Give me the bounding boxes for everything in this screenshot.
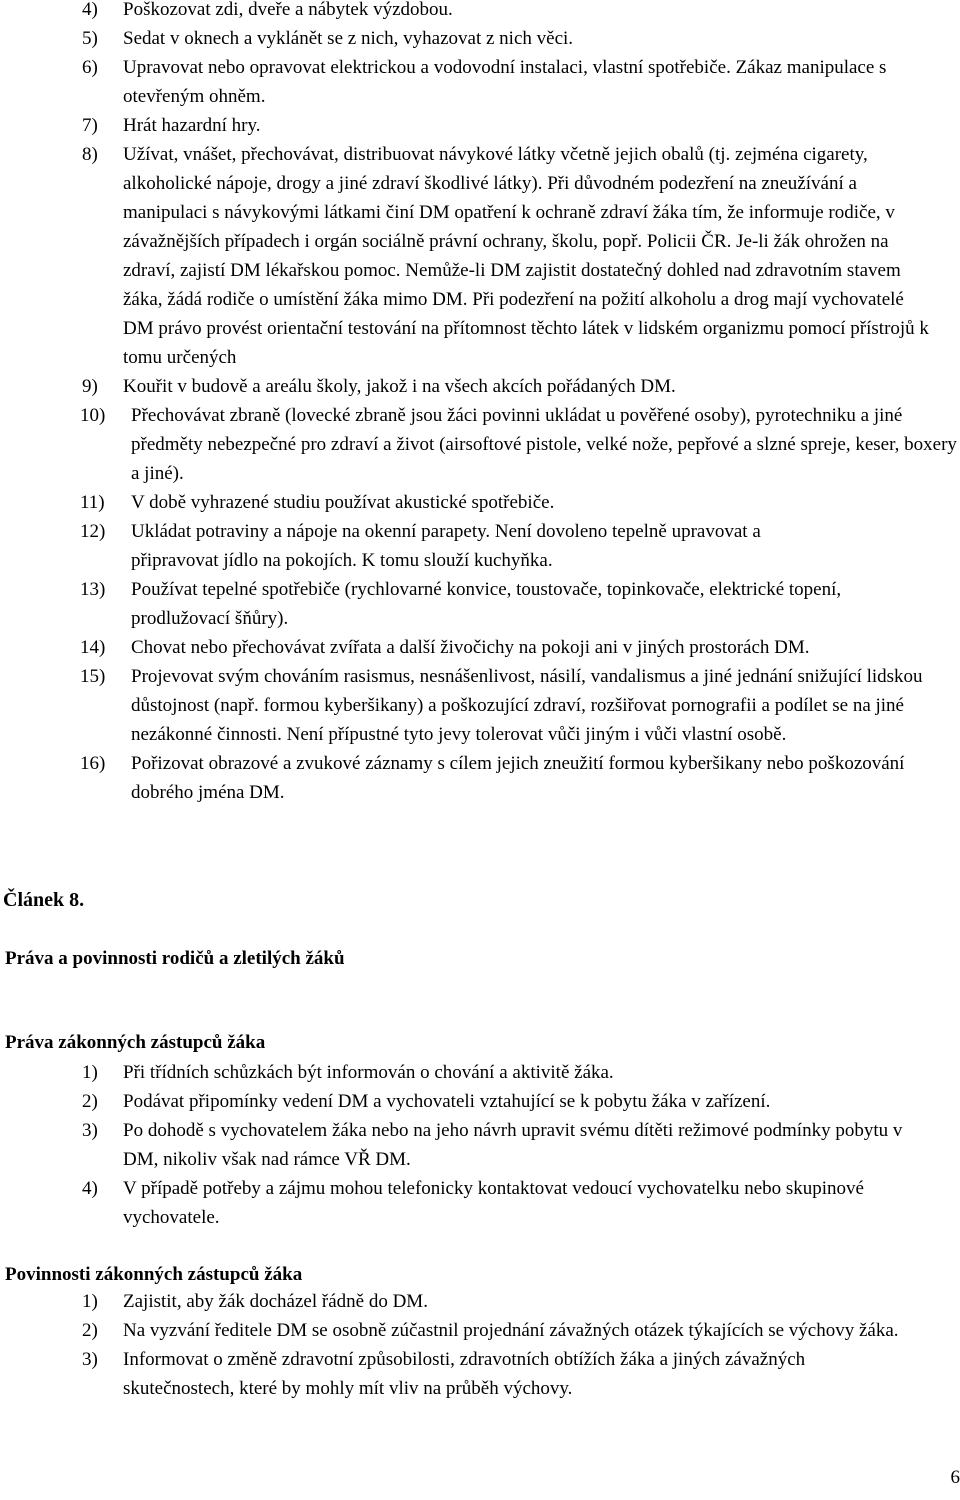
list-item-text: Přechovávat zbraně (lovecké zbraně jsou žáci povinni ukládat u pověřené osoby), pyrotechniku a jiné předměty nebezpečné pro zdraví a život (airsoftové pistole, velké nože, pepřové a slzné spreje, keser, boxery a jiné). — [131, 405, 957, 484]
rights-heading: Práva zákonných zástupců žáka — [5, 1032, 266, 1053]
list-item-text: Upravovat nebo opravovat elektrickou a vodovodní instalaci, vlastní spotřebiče. Zákaz manipulace s otevřeným ohněm. — [123, 57, 887, 107]
list-item-text: Poškozovat zdi, dveře a nábytek výzdobou. — [123, 0, 453, 20]
list-item-number: 1) — [82, 1062, 98, 1083]
list-item-text: V době vyhrazené studiu používat akustické spotřebiče. — [131, 492, 555, 513]
list-item — [0, 1058, 960, 1087]
list-item — [0, 1316, 960, 1345]
list-item — [0, 1345, 960, 1403]
list-item-text: Užívat, vnášet, přechovávat, distribuovat návykové látky včetně jejich obalů (tj. zejména cigarety, alkoholické nápoje, drogy a jiné zdraví škodlivé látky). Při důvodném podezření na zneužívání a manipulaci s návykovými látkami činí DM opatření k ochraně zdraví žáka tím, že informuje rodiče, v závažnějších případech i orgán sociálně právní ochrany, školu, popř. Policii ČR. Je-li žák ohrožen na zdraví, zajistí DM lékařskou pomoc. Nemůže-li DM zajistit dostatečný dohled nad zdravotním stavem žáka, žádá rodiče o umístění žáka mimo DM. Při podezření na požití alkoholu a drog mají vychovatelé DM právo provést orientační testování na přítomnost těchto látek v lidském organizmu pomocí přístrojů k tomu určených — [123, 144, 929, 368]
list-item-number: 2) — [82, 1091, 98, 1112]
list-item-text: Kouřit v budově a areálu školy, jakož i na všech akcích pořádaných DM. — [123, 376, 676, 397]
list-item-text: Hrát hazardní hry. — [123, 115, 261, 136]
list-item — [0, 749, 960, 807]
section-title: Práva a povinnosti rodičů a zletilých žáků — [5, 948, 345, 969]
list-item-number: 13) — [80, 579, 106, 600]
list-item-number: 2) — [82, 1320, 98, 1341]
list-item-text: Po dohodě s vychovatelem žáka nebo na jeho návrh upravit svému dítěti režimové podmínky pobytu v DM, nikoliv však nad rámce VŘ DM. — [123, 1120, 903, 1170]
list-item-number: 16) — [80, 753, 106, 774]
list-item — [0, 1174, 960, 1232]
list-item — [0, 111, 960, 140]
list-item-number: 4) — [82, 0, 98, 20]
list-item-text: Na vyzvání ředitele DM se osobně zúčastnil projednání závažných otázek týkajících se výchovy žáka. — [123, 1320, 899, 1341]
list-item — [0, 372, 960, 401]
list-item-text: Používat tepelné spotřebiče (rychlovarné konvice, toustovače, topinkovače, elektrické topení, prodlužovací šňůry). — [131, 579, 842, 629]
list-item-number: 8) — [82, 144, 98, 165]
list-item-text: V případě potřeby a zájmu mohou telefonicky kontaktovat vedoucí vychovatelku nebo skupinové vychovatele. — [123, 1178, 864, 1228]
rights-list — [0, 1058, 960, 1232]
list-item-number: 6) — [82, 57, 98, 78]
list-item-text: Informovat o změně zdravotní způsobilosti, zdravotních obtížích žáka a jiných závažných skutečnostech, které by mohly mít vliv na průběh výchovy. — [123, 1349, 806, 1399]
list-item-text: Při třídních schůzkách být informován o chování a aktivitě žáka. — [123, 1062, 614, 1083]
list-item — [0, 633, 960, 662]
duties-list — [0, 1287, 960, 1403]
list-item-number: 11) — [80, 492, 105, 513]
list-item-number: 10) — [80, 405, 106, 426]
list-item-text: Zajistit, aby žák docházel řádně do DM. — [123, 1291, 428, 1312]
list-item-number: 5) — [82, 28, 98, 49]
list-item-number: 4) — [82, 1178, 98, 1199]
list-item-number: 9) — [82, 376, 98, 397]
list-item-number: 12) — [80, 521, 106, 542]
page-number: 6 — [950, 1467, 960, 1488]
list-item-number: 3) — [82, 1120, 98, 1141]
list-item-number: 3) — [82, 1349, 98, 1370]
list-item-number: 1) — [82, 1291, 98, 1312]
list-item — [0, 517, 960, 575]
list-item — [0, 1087, 960, 1116]
list-item-text: Projevovat svým chováním rasismus, nesnášenlivost, násilí, vandalismus a jiné jednání snižující lidskou důstojnost (např. formou kyberšikany) a poškozující zdraví, rozšiřovat pornografii a podílet se na jiné nezákonné činnosti. Není přípustné tyto jevy tolerovat vůči jiným i vůči vlastní osobě. — [131, 666, 923, 745]
list-item — [0, 488, 960, 517]
list-item — [0, 0, 960, 24]
list-item — [0, 1116, 960, 1174]
list-item — [0, 575, 960, 633]
list-item — [0, 24, 960, 53]
list-item — [0, 1287, 960, 1316]
duties-heading: Povinnosti zákonných zástupců žáka — [5, 1264, 303, 1285]
list-item-text: Podávat připomínky vedení DM a vychovateli vztahující se k pobytu žáka v zařízení. — [123, 1091, 771, 1112]
list-item-number: 15) — [80, 666, 106, 687]
article-heading: Článek 8. — [3, 889, 85, 911]
list-item — [0, 140, 960, 372]
list-item-text: Pořizovat obrazové a zvukové záznamy s cílem jejich zneužití formou kyberšikany nebo poškozování dobrého jména DM. — [131, 753, 905, 803]
list-item-text: Chovat nebo přechovávat zvířata a další živočichy na pokoji ani v jiných prostorách DM. — [131, 637, 810, 658]
list-item-number: 14) — [80, 637, 106, 658]
list-item — [0, 53, 960, 111]
list-item-number: 7) — [82, 115, 98, 136]
list-item — [0, 401, 960, 488]
list-item — [0, 662, 960, 749]
list-item-text: Ukládat potraviny a nápoje na okenní parapety. Není dovoleno tepelně upravovat a připravovat jídlo na pokojích. K tomu slouží kuchyňka. — [131, 521, 761, 571]
list-item-text: Sedat v oknech a vyklánět se z nich, vyhazovat z nich věci. — [123, 28, 574, 49]
